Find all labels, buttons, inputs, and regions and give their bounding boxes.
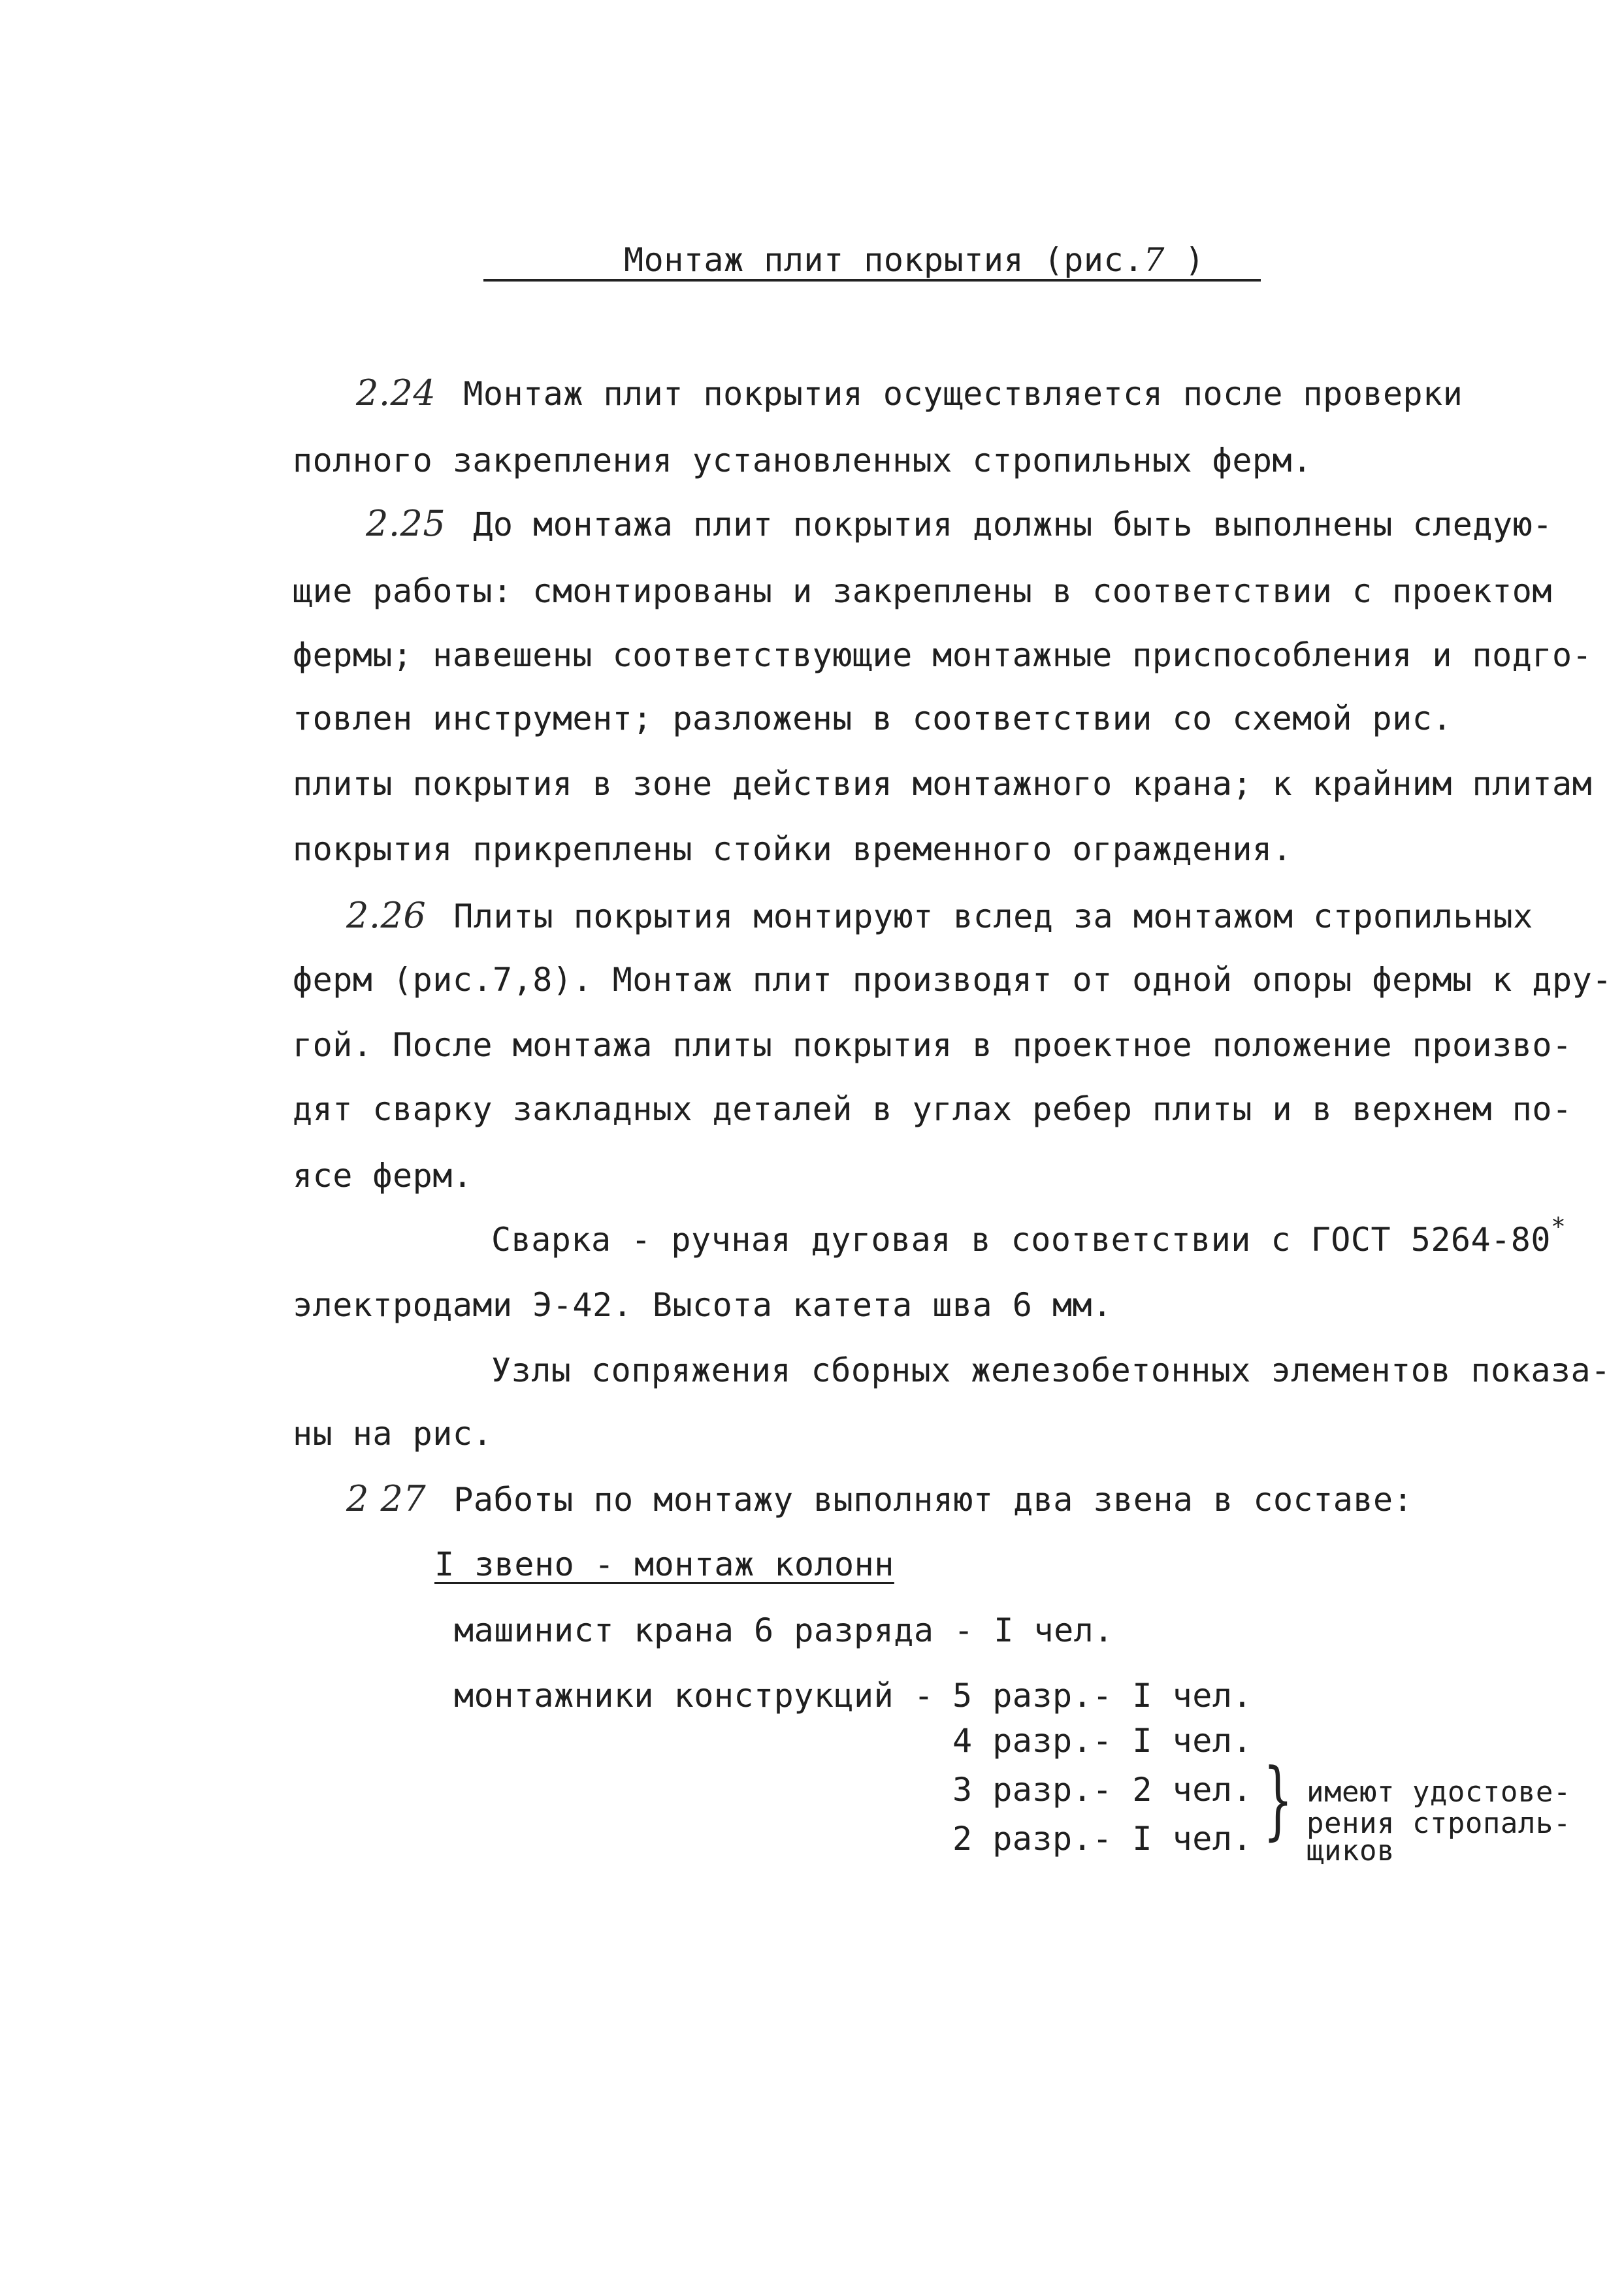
paragraph-2-24-line-1	[356, 374, 1463, 413]
paragraph-2-26-line-4: дят сварку закладных деталей в углах ребер плиты и в верхнем по-	[293, 1090, 1572, 1128]
paragraph-number: 2 27	[346, 1478, 427, 1519]
paragraph-2-25-line-1	[366, 504, 1553, 544]
nodes-line-1: Узлы сопряжения сборных железобетонных элементов показа-	[491, 1351, 1611, 1389]
paragraph-text: Плиты покрытия монтируют вслед за монтажом стропильных	[453, 897, 1533, 935]
paragraph-2-24-line-2: полного закрепления установленных стропильных ферм.	[293, 442, 1312, 479]
nodes-line-2: ны на рис.	[293, 1415, 493, 1453]
section-title-rule	[483, 279, 1261, 282]
section-title-close: )	[1164, 241, 1205, 279]
paragraph-text: До монтажа плит покрытия должны быть выполнены следую-	[473, 506, 1553, 543]
slinger-note-line-2: рения стропаль-	[1307, 1807, 1571, 1840]
fitters-grade-4: 4 разр.- I чел.	[952, 1722, 1253, 1760]
brace-symbol: }	[1263, 1750, 1293, 1849]
paragraph-2-25-line-3: фермы; навешены соответствующие монтажные приспособления и подго-	[293, 636, 1593, 674]
paragraph-2-27-line-1	[346, 1479, 1413, 1519]
fitters-grade-2: 2 разр.- I чел.	[952, 1820, 1253, 1858]
paragraph-2-26-line-3: гой. После монтажа плиты покрытия в проектное положение произво-	[293, 1026, 1572, 1064]
fitters-label: монтажники конструкций -	[454, 1677, 954, 1715]
paragraph-2-25-line-5: плиты покрытия в зоне действия монтажного крана; к крайним плитам	[293, 765, 1593, 803]
welding-line-2: электродами Э-42. Высота катета шва 6 мм.	[293, 1286, 1112, 1324]
paragraph-text: Монтаж плит покрытия осуществляется после проверки	[463, 375, 1463, 413]
paragraph-number: 2.25	[366, 503, 446, 544]
team-heading: I звено - монтаж колонн	[434, 1545, 894, 1583]
section-title-figure-number: 7	[1143, 241, 1165, 279]
paragraph-number: 2.24	[356, 372, 436, 413]
paragraph-2-25-line-2: щие работы: смонтированы и закреплены в соответствии с проектом	[293, 572, 1552, 610]
fitters-grade-5: 5 разр.- I чел.	[952, 1677, 1253, 1715]
paragraph-number: 2.26	[346, 895, 427, 936]
paragraph-text: Работы по монтажу выполняют два звена в составе:	[453, 1481, 1414, 1519]
section-title-text: Монтаж плит покрытия (рис.	[624, 241, 1144, 279]
paragraph-2-25-line-6: покрытия прикреплены стойки временного ограждения.	[293, 830, 1293, 868]
section-title	[624, 240, 1205, 280]
crane-operator-line: машинист крана 6 разряда - I чел.	[454, 1611, 1114, 1649]
paragraph-2-26-line-1	[346, 896, 1533, 936]
footnote-star: *	[1550, 1212, 1567, 1241]
slinger-note-line-1: имеют удостове-	[1307, 1775, 1571, 1809]
slinger-note-line-3: щиков	[1307, 1834, 1395, 1867]
paragraph-2-25-line-4: товлен инструмент; разложены в соответствии со схемой рис.	[293, 700, 1452, 737]
fitters-grade-3: 3 разр.- 2 чел.	[952, 1771, 1253, 1809]
paragraph-2-26-line-2: ферм (рис.7,8). Монтаж плит производят от одной опоры фермы к дру-	[293, 961, 1612, 999]
paragraph-2-26-line-5: ясе ферм.	[293, 1157, 473, 1195]
welding-line-1	[491, 1212, 1567, 1262]
welding-text: Сварка - ручная дуговая в соответствии с ГОСТ 5264-80	[491, 1221, 1551, 1259]
